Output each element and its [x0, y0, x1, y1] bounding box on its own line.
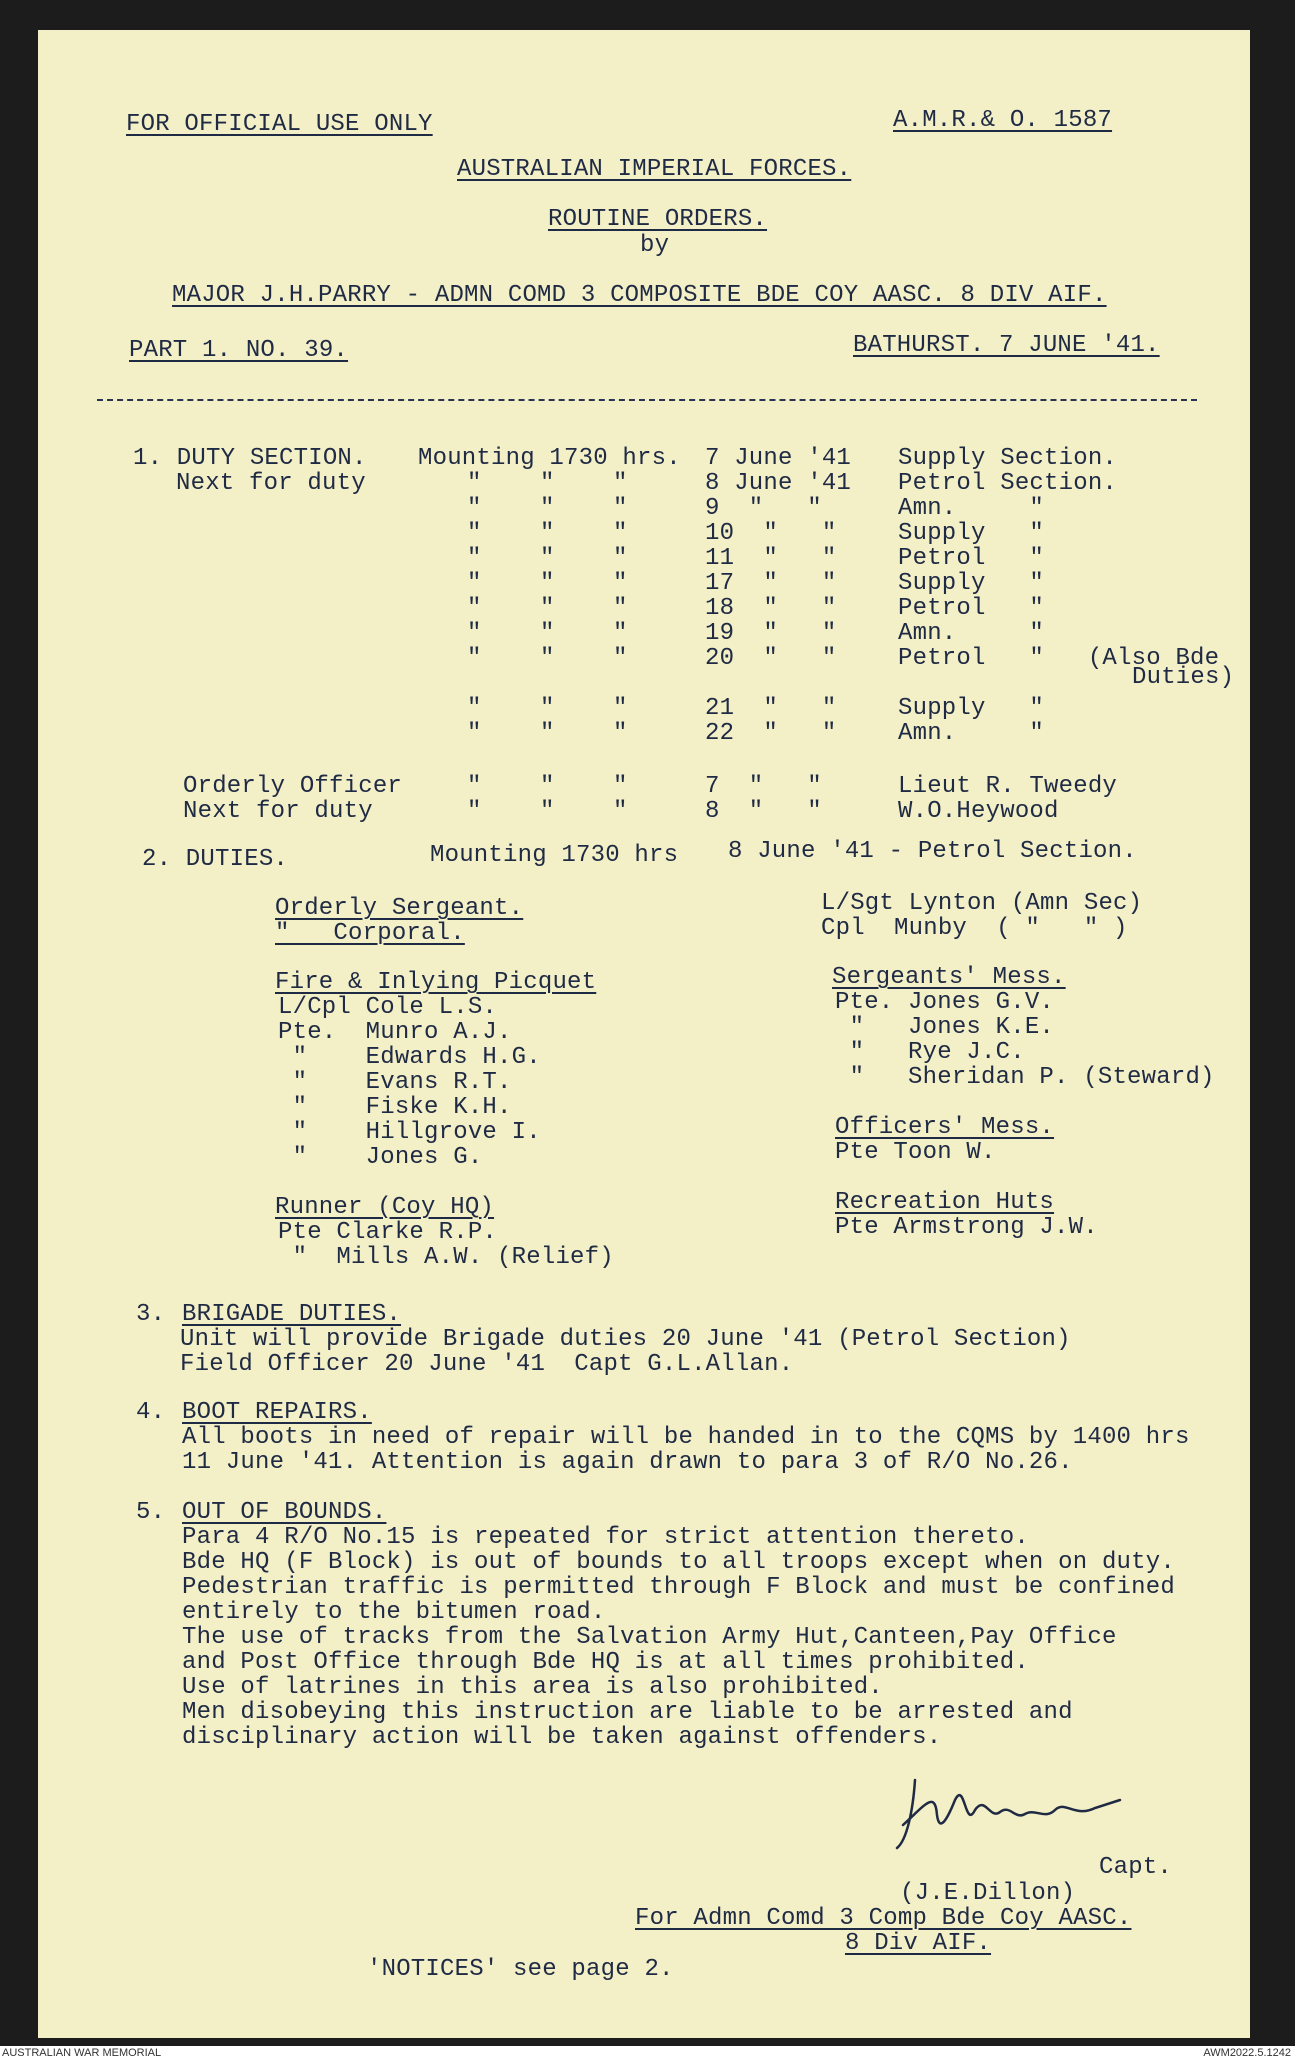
duty-row-10-mount: " " ": [467, 695, 628, 722]
duty-row-8-mount: " " ": [467, 620, 628, 647]
section-1-title: [133, 446, 367, 472]
orderly-sergeant-value: L/Sgt Lynton (Amn Sec): [821, 890, 1143, 917]
section-5-line-3: Pedestrian traffic is permitted through F Block and must be confined: [182, 1574, 1175, 1601]
duty-row-5-section: Petrol ": [898, 545, 1045, 572]
section-2-title: 2. DUTIES.: [142, 846, 289, 873]
duty-row-6-date: 17 " ": [705, 570, 837, 597]
divider-line: [97, 399, 1197, 401]
section-5-line-7: Use of latrines in this area is also prohibited.: [182, 1674, 883, 1701]
section-4-title: BOOT REPAIRS.: [182, 1399, 372, 1426]
next-for-duty-label: Next for duty: [176, 470, 366, 497]
archive-footer-right: AWM2022.5.1242: [1203, 2047, 1291, 2059]
duty-row-3-date: 9 " ": [705, 495, 822, 522]
officers-mess-value: Pte Toon W.: [835, 1139, 996, 1166]
orderly-officer-next-label: Next for duty: [183, 798, 373, 825]
fire-picquet-title: Fire & Inlying Picquet: [275, 969, 597, 996]
section-3-num: 3.: [136, 1301, 166, 1328]
sergeants-mess-title: Sergeants' Mess.: [832, 964, 1066, 991]
duty-row-10-date: 21 " ": [705, 695, 837, 722]
section-4-num: 4.: [136, 1399, 166, 1426]
runner-line-2: " Mills A.W. (Relief): [278, 1244, 614, 1271]
fire-picquet-member-4: " Evans R.T.: [278, 1069, 512, 1096]
section-1-title-text: 1. DUTY SECTION.: [133, 445, 367, 472]
duty-row-11-section: Amn. ": [898, 720, 1045, 747]
duty-row-11-mount: " " ": [467, 720, 628, 747]
duty-row-9-date: 20 " ": [705, 645, 837, 672]
signature-name: (J.E.Dillon): [900, 1880, 1076, 1907]
orderly-sergeant-label: Orderly Sergeant.: [275, 895, 524, 922]
officers-mess-title: Officers' Mess.: [835, 1114, 1055, 1141]
section-5-line-4: entirely to the bitumen road.: [182, 1599, 606, 1626]
section-5-line-2: Bde HQ (F Block) is out of bounds to all troops except when on duty.: [182, 1549, 1175, 1576]
orderly-officer-row-1-name: Lieut R. Tweedy: [898, 773, 1118, 800]
duty-row-9-section: Petrol " (Also Bde: [898, 645, 1220, 672]
section-5-title: OUT OF BOUNDS.: [182, 1499, 387, 1526]
orderly-officer-row-1-date: 7 " ": [705, 773, 822, 800]
duty-row-3-mount: " " ": [467, 495, 628, 522]
official-use-label: FOR OFFICIAL USE ONLY: [126, 111, 433, 138]
fire-picquet-member-6: " Hillgrove I.: [278, 1119, 541, 1146]
section-3-title: BRIGADE DUTIES.: [182, 1301, 402, 1328]
section-5-num: 5.: [136, 1499, 166, 1526]
duty-row-1-mount: Mounting 1730 hrs.: [418, 445, 681, 472]
duty-row-7-mount: " " ": [467, 595, 628, 622]
issuer-line: MAJOR J.H.PARRY - ADMN COMD 3 COMPOSITE BDE COY AASC. 8 DIV AIF.: [172, 282, 1107, 309]
by-label: by: [640, 232, 670, 259]
sergeants-mess-member-4: " Sheridan P. (Steward): [835, 1064, 1215, 1091]
runner-line-1: Pte Clarke R.P.: [278, 1219, 498, 1246]
signature-rank: Capt.: [1099, 1854, 1173, 1881]
duty-row-5-mount: " " ": [467, 545, 628, 572]
sergeants-mess-member-1: Pte. Jones G.V.: [835, 989, 1055, 1016]
duty-row-6-section: Supply ": [898, 570, 1045, 597]
duty-row-1-date: 7 June '41: [705, 445, 852, 472]
duty-row-9-mount: " " ": [467, 645, 628, 672]
duty-row-1-section: Supply Section.: [898, 445, 1118, 472]
section-5-line-6: and Post Office through Bde HQ is at all times prohibited.: [182, 1649, 1029, 1676]
orderly-officer-row-1-mount: " " ": [467, 773, 628, 800]
duty-row-4-mount: " " ": [467, 520, 628, 547]
routine-orders-title: ROUTINE ORDERS.: [548, 206, 768, 233]
notices-reference: 'NOTICES' see page 2.: [367, 1956, 674, 1983]
section-3-line-1: Unit will provide Brigade duties 20 June '41 (Petrol Section): [180, 1326, 1071, 1353]
sergeants-mess-member-2: " Jones K.E.: [835, 1014, 1055, 1041]
duty-row-8-date: 19 " ": [705, 620, 837, 647]
handwritten-signature: [895, 1770, 1125, 1860]
part-number: PART 1. NO. 39.: [129, 337, 349, 364]
reference-number: A.M.R.& O. 1587: [893, 107, 1113, 134]
duties-mounting: Mounting 1730 hrs: [430, 842, 679, 869]
section-5-line-9: disciplinary action will be taken against offenders.: [182, 1724, 942, 1751]
signature-for-line-1: For Admn Comd 3 Comp Bde Coy AASC.: [635, 1905, 1132, 1932]
signature-for-line-2: 8 Div AIF.: [845, 1930, 992, 1957]
section-3-line-2: Field Officer 20 June '41 Capt G.L.Allan.: [180, 1351, 794, 1378]
section-5-line-5: The use of tracks from the Salvation Army Hut,Canteen,Pay Office: [182, 1624, 1117, 1651]
recreation-huts-value: Pte Armstrong J.W.: [835, 1214, 1098, 1241]
duties-date-section: 8 June '41 - Petrol Section.: [728, 838, 1137, 865]
fire-picquet-member-1: L/Cpl Cole L.S.: [278, 994, 498, 1021]
duty-row-5-date: 11 " ": [705, 545, 837, 572]
orderly-corporal-label: " Corporal.: [275, 920, 465, 947]
section-5-line-8: Men disobeying this instruction are liable to be arrested and: [182, 1699, 1073, 1726]
duty-row-2-section: Petrol Section.: [898, 470, 1118, 497]
forces-title: AUSTRALIAN IMPERIAL FORCES.: [457, 156, 852, 183]
orderly-corporal-value: Cpl Munby ( " " ): [821, 915, 1128, 942]
section-4-line-1: All boots in need of repair will be handed in to the CQMS by 1400 hrs: [182, 1424, 1190, 1451]
fire-picquet-member-5: " Fiske K.H.: [278, 1094, 512, 1121]
duty-row-8-section: Amn. ": [898, 620, 1045, 647]
duty-row-4-section: Supply ": [898, 520, 1045, 547]
orderly-officer-row-2-mount: " " ": [467, 798, 628, 825]
duty-row-2-mount: " " ": [467, 470, 628, 497]
duty-row-4-date: 10 " ": [705, 520, 837, 547]
duty-row-6-mount: " " ": [467, 570, 628, 597]
duty-row-7-date: 18 " ": [705, 595, 837, 622]
orderly-officer-label: Orderly Officer: [183, 773, 403, 800]
fire-picquet-member-7: " Jones G.: [278, 1144, 483, 1171]
place-date: BATHURST. 7 JUNE '41.: [853, 332, 1160, 359]
sergeants-mess-member-3: " Rye J.C.: [835, 1039, 1025, 1066]
duty-row-3-section: Amn. ": [898, 495, 1045, 522]
duty-row-10-section: Supply ": [898, 695, 1045, 722]
fire-picquet-member-2: Pte. Munro A.J.: [278, 1019, 512, 1046]
runner-title: Runner (Coy HQ): [275, 1194, 495, 1221]
duty-row-11-date: 22 " ": [705, 720, 837, 747]
orderly-officer-row-2-date: 8 " ": [705, 798, 822, 825]
recreation-huts-title: Recreation Huts: [835, 1189, 1055, 1216]
orderly-officer-row-2-name: W.O.Heywood: [898, 798, 1059, 825]
duty-row-2-date: 8 June '41: [705, 470, 852, 497]
duty-row-7-section: Petrol ": [898, 595, 1045, 622]
also-duties-cont: Duties): [1132, 664, 1235, 691]
fire-picquet-member-3: " Edwards H.G.: [278, 1044, 541, 1071]
section-4-line-2: 11 June '41. Attention is again drawn to para 3 of R/O No.26.: [182, 1449, 1073, 1476]
section-5-line-1: Para 4 R/O No.15 is repeated for strict attention thereto.: [182, 1524, 1029, 1551]
archive-footer-left: AUSTRALIAN WAR MEMORIAL: [2, 2047, 162, 2059]
